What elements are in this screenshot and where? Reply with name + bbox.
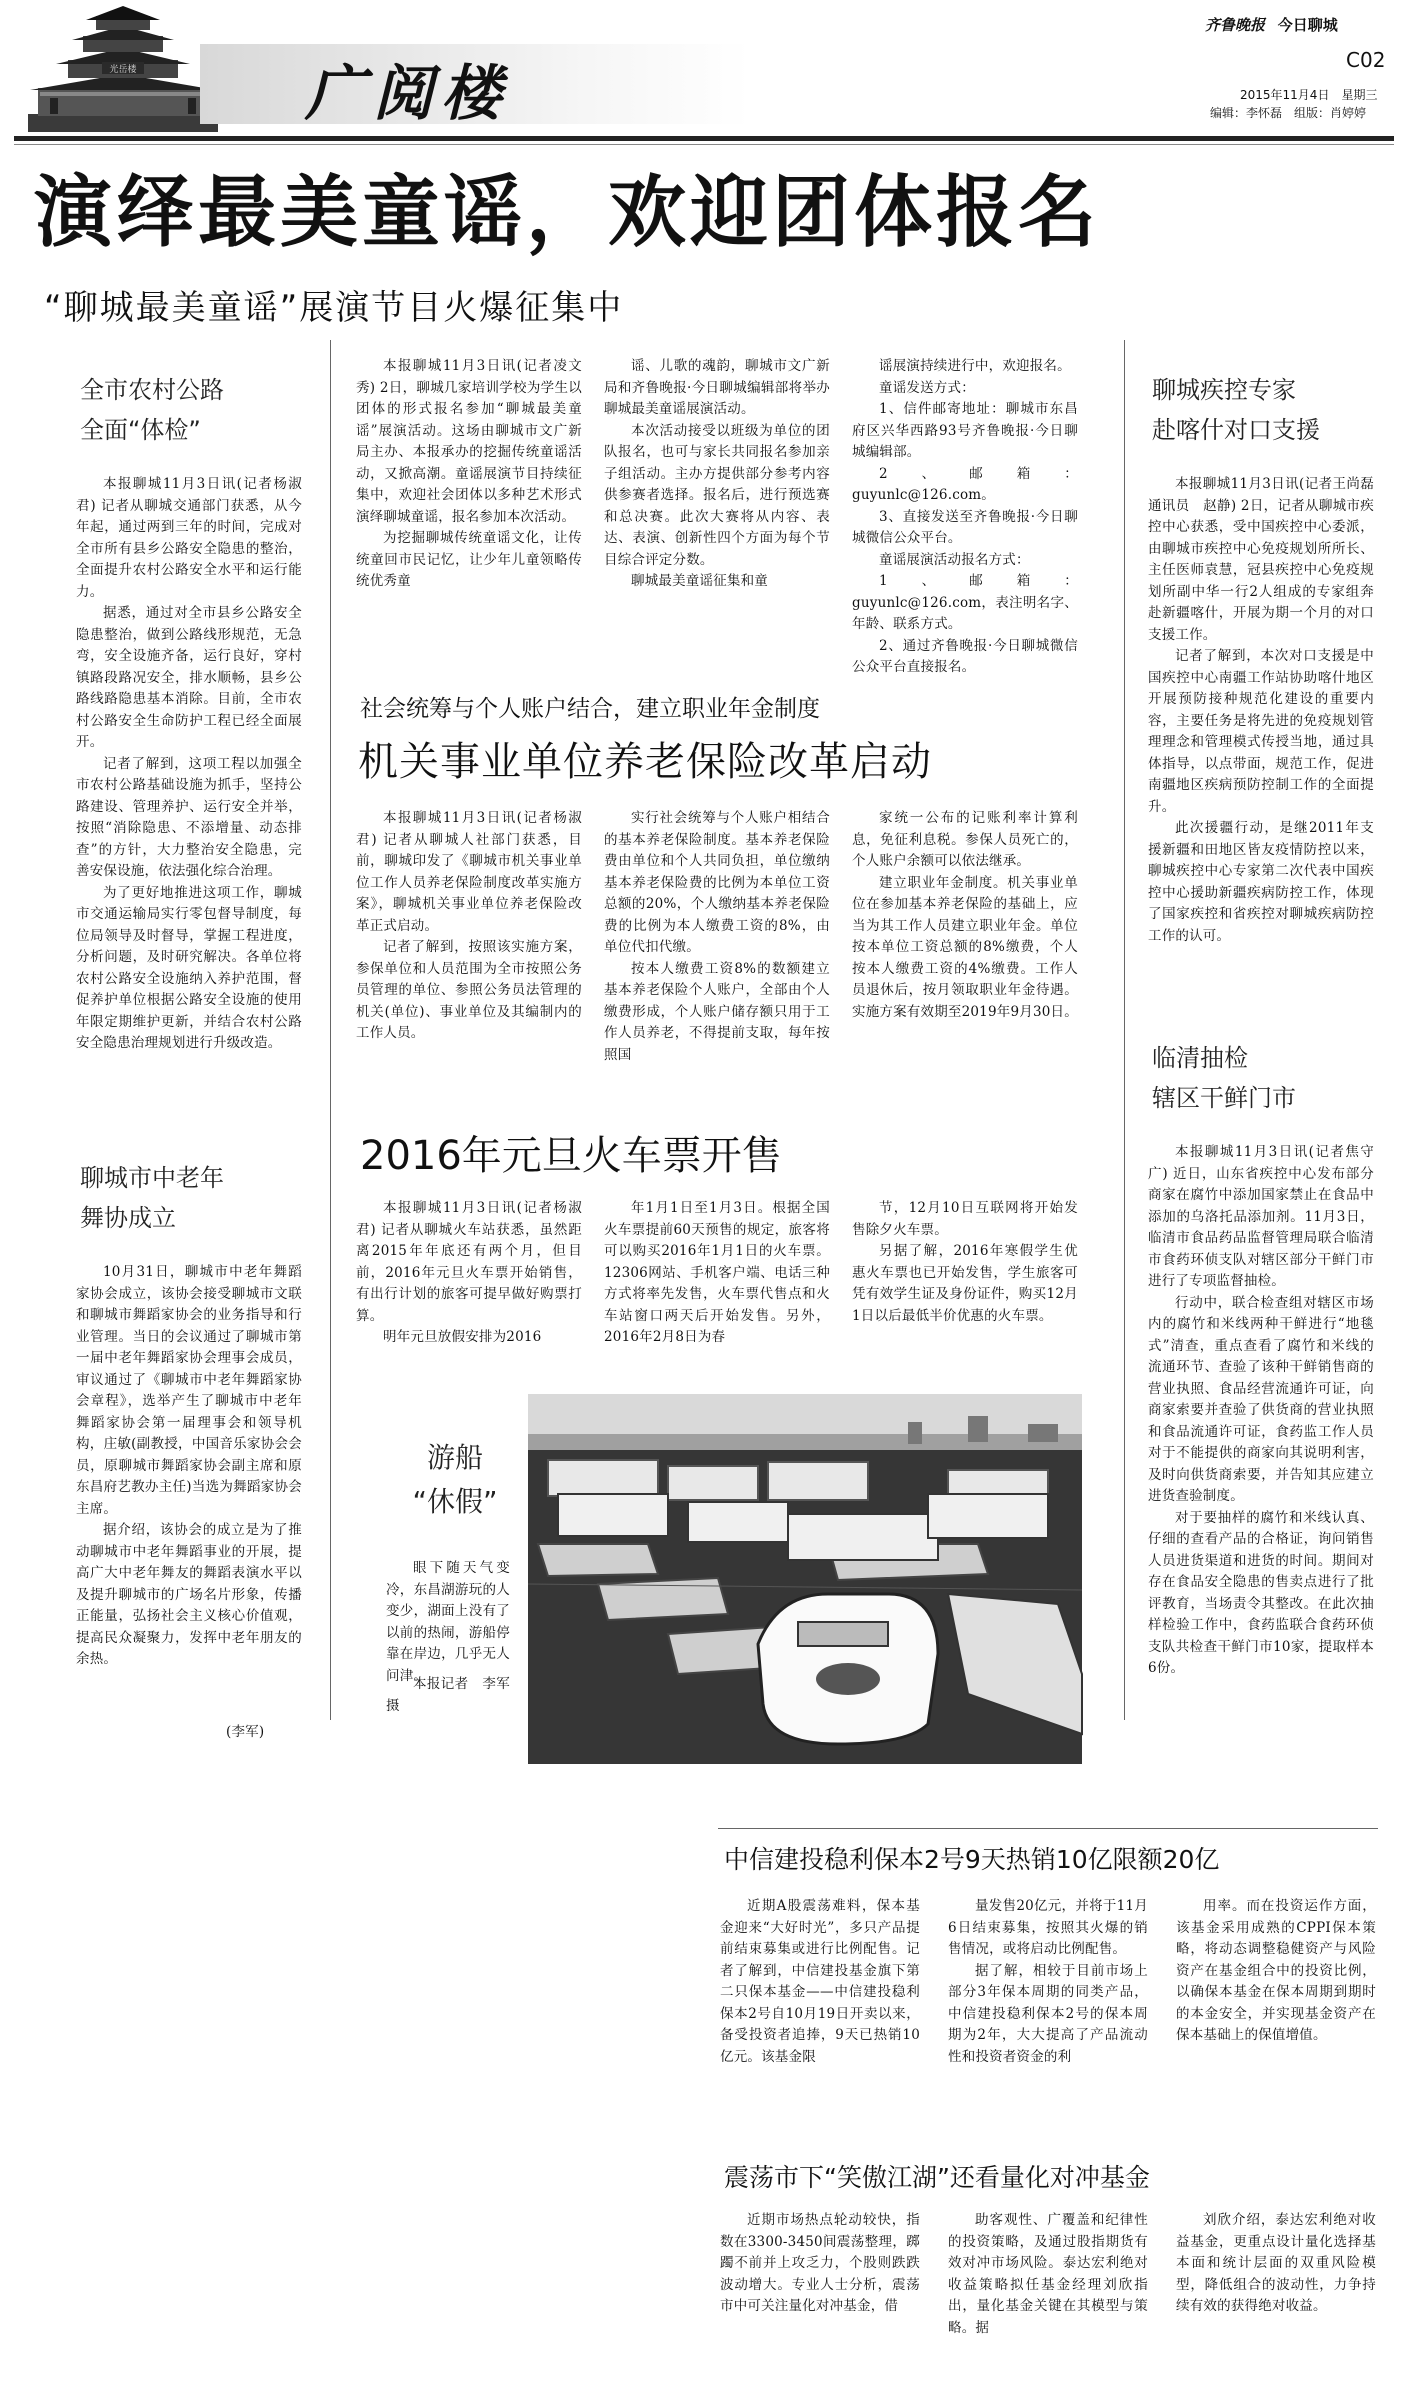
paragraph: 行动中，联合检查组对辖区市场内的腐竹和米线两种干鲜进行“地毯式”清查，重点查看了腐竹和米线的流通环节、查验了该种干鲜销售商的营业执照、食品经营流通许可证，向商家索要并查验了供货商的营业执照和食品流通许可证，食药监工作人员对于不能提供的商家向其说明利害，及时向供货商索要，并告知其应建立进货查验制度。: [1148, 1294, 1374, 1504]
paragraph: 聊城最美童谣征集和童: [631, 573, 768, 589]
rural-road-head2: 全面“体检”: [80, 416, 201, 444]
dance-assoc-body: [76, 1262, 302, 1717]
paragraph: 按本人缴费工资8%的数额建立基本养老保险个人账户，全部由个人缴费形成，个人账户储存额只用于工作人员养老，不得提前支取，每年按照国: [604, 960, 830, 1063]
edition-name: 今日聊城: [1277, 16, 1338, 34]
paper-name-text: 齐鲁晚报: [1205, 16, 1266, 34]
paragraph: 本报聊城11月3日讯(记者焦守广) 近日，山东省疾控中心发布部分商家在腐竹中添加国家禁止在食品中添加的乌洛托品添加剂。11月3日，临清市食品药品监督管理局联合临清市食药环侦支队对辖区部分干鲜门市进行了专项监督抽检。: [1148, 1144, 1374, 1289]
paragraph: 刘欣介绍，泰达宏利绝对收益基金，更重点设计量化选择基本面和统计层面的双重风险模型，降低组合的波动性，力争持续有效的获得绝对收益。: [1176, 2212, 1376, 2314]
boat-caption-text: [386, 1558, 510, 1687]
finance2-title: 震荡市下“笑傲江湖”还看量化对冲基金: [724, 2163, 1150, 2192]
paragraph: 年1月1日至1月3日。根据全国火车票提前60天预售的规定，旅客将可以购买2016年1月1日的火车票。12306网站、手机客户端、电话三种方式将率先发售，火车票代售点和火车站窗口两天后开始发售。另外，2016年2月8日为春: [604, 1200, 830, 1345]
finance2-col-1: [720, 2210, 920, 2370]
train-title: 2016年元旦火车票开售: [360, 1133, 782, 1179]
paragraph: 近期A股震荡难料，保本基金迎来“大好时光”，多只产品提前结束募集或进行比例配售。记者了解到，中信建投基金旗下第二只保本基金——中信建投稳利保本2号自10月19日开卖以来，备受投资者追捧，9天已热销10亿元。该基金限: [720, 1898, 920, 2065]
train-col-3: [852, 1198, 1078, 1370]
boats-photo: [528, 1394, 1082, 1764]
paragraph: 据介绍，该协会的成立是为了推动聊城市中老年舞蹈事业的开展，提高广大中老年舞友的舞蹈表演水平以及提升聊城市的广场名片形象，传播正能量，弘扬社会主义核心价值观，提高民众凝聚力，发挥中老年朋友的余热。: [76, 1522, 302, 1667]
editor-line: 编辑：李怀磊 组版：肖婷婷: [1210, 106, 1367, 120]
paragraph: 谣、儿歌的魂韵，聊城市文广新局和齐鲁晚报·今日聊城编辑部将举办聊城最美童谣展演活动。: [604, 358, 830, 417]
paragraph: 实行社会统筹与个人账户相结合的基本养老保险制度。基本养老保险费由单位和个人共同负担，单位缴纳基本养老保险费的比例为本单位工资总额的20%，个人缴纳基本养老保险费的比例为本人缴费工资的8%，由单位代扣代缴。: [604, 810, 830, 955]
paragraph: 10月31日，聊城市中老年舞蹈家协会成立，该协会接受聊城市文联和聊城市舞蹈家协会的业务指导和行业管理。当日的会议通过了聊城市第一届中老年舞蹈家协会理事会成员，审议通过了《聊城市中老年舞蹈家协会章程》，选举产生了聊城市中老年舞蹈家协会第一届理事会和领导机构，庄敏(副教授，中国音乐家协会会员，原聊城市舞蹈家协会副主席和原东昌府艺教办主任)当选为舞蹈家协会主席。: [76, 1264, 302, 1517]
paragraph: 据了解，相较于目前市场上部分3年保本周期的同类产品，中信建投稳利保本2号的保本周期为2年，大大提高了产品流动性和投资者资金的利: [948, 1962, 1148, 2065]
lead-col-3: [852, 356, 1078, 681]
dance-assoc-credit: (李军): [226, 1724, 265, 1740]
finance1-col-2-text: [948, 1896, 1148, 2068]
masthead: [0, 0, 1409, 140]
finance2-col-3: [1176, 2210, 1376, 2370]
masthead-rule-thin: [14, 144, 1394, 145]
left-column-rule: [330, 340, 331, 1720]
finance1-col-3-text: [1176, 1896, 1376, 2047]
right-column-rule: [1124, 340, 1125, 1720]
paragraph: 据悉，通过对全市县乡公路安全隐患整治，做到公路线形规范，无急弯，安全设施齐备，运行良好，穿村镇路段路况安全，排水顺畅，县乡公路线路隐患基本消除。目前，全市农村公路安全生命防护工程已经全面展开。: [76, 605, 302, 750]
page-number: C02: [1346, 48, 1386, 72]
masthead-rule: [14, 136, 1394, 141]
linqing-headline: [1152, 1038, 1296, 1118]
dance-assoc-text: [76, 1262, 302, 1671]
rural-road-headline: [80, 370, 224, 450]
train-col-1: [356, 1198, 582, 1370]
dance-assoc-headline: [80, 1158, 224, 1238]
rural-road-body: [76, 474, 302, 1164]
finance2-col-3-text: [1176, 2210, 1376, 2318]
paragraph: 用率。而在投资运作方面，该基金采用成熟的CPPI保本策略，将动态调整稳健资产与风险资产在基金组合中的投资比例，以确保本基金在保本周期到期时的本金安全，并实现基金资产在保本基础上的保值增值。: [1176, 1898, 1376, 2043]
pension-col-3: [852, 808, 1078, 1098]
lead-col-2-text: [604, 356, 830, 593]
rural-road-head1: 全市农村公路: [80, 376, 224, 404]
train-col-2: [604, 1198, 830, 1370]
pension-col-3-text: [852, 808, 1078, 1023]
train-col-3-text: [852, 1198, 1078, 1327]
plaque-text: 光岳楼: [109, 65, 137, 75]
finance1-col-1: [720, 1896, 920, 2150]
paragraph: 此次援疆行动，是继2011年支援新疆和田地区皆友疫情防控以来，聊城疾控中心专家第二次代表中国疾控中心援助新疆疾病防控工作，体现了国家疾控和省疾控对聊城疾病防控工作的认可。: [1148, 820, 1374, 944]
boat-head1: 游船: [426, 1441, 483, 1474]
lead-col-3-text: [852, 356, 1078, 679]
paragraph: 记者了解到，按照该实施方案，参保单位和人员范围为全市按照公务员管理的单位、参照公务员法管理的机关(单位)、事业单位及其编制内的工作人员。: [356, 939, 582, 1041]
lead-col-2: [604, 356, 830, 681]
pension-col-2: [604, 808, 830, 1098]
paragraph: 本报聊城11月3日讯(记者杨淑君) 记者从聊城人社部门获悉，目前，聊城印发了《聊城市机关事业单位工作人员养老保险制度改革实施方案》，聊城机关事业单位养老保险改革正式启动。: [356, 810, 582, 934]
cdc-headline: [1152, 370, 1320, 450]
linqing-head1: 临清抽检: [1152, 1044, 1248, 1072]
dance-assoc-head2: 舞协成立: [80, 1204, 176, 1232]
tower-logo: [28, 4, 218, 134]
paragraph: 谣展演持续进行中，欢迎报名。: [879, 358, 1071, 374]
paragraph: 本报聊城11月3日讯(记者凌文秀) 2日，聊城几家培训学校为学生以团体的形式报名参加“聊城最美童谣”展演活动。这场由聊城市文广新局主办、本报承办的挖掘传统童谣活动，又掀高潮。童谣展演节目持续征集中，欢迎社会团体以多种艺术形式演绎聊城童谣，报名参加本次活动。: [356, 358, 582, 525]
paragraph: 另据了解，2016年寒假学生优惠火车票也已开始发售，学生旅客可凭有效学生证及身份证件，购买12月1日以后最低半价优惠的火车票。: [852, 1243, 1078, 1324]
paragraph: 量发售20亿元，并将于11月6日结束募集，按照其火爆的销售情况，或将启动比例配售。: [948, 1898, 1148, 1957]
paragraph: 记者了解到，这项工程以加强全市农村公路基础设施为抓手，坚持公路建设、管理养护、运行安全并举，按照“消除隐患、不添增量、动态排查”的方针，大力整治安全隐患，完善安保设施，依法强化综合治理。: [76, 755, 302, 879]
finance2-col-2-text: [948, 2210, 1148, 2339]
train-col-1-text: [356, 1198, 582, 1349]
lead-title: 演绎最美童谣，欢迎团体报名: [34, 168, 1101, 258]
paragraph: 建立职业年金制度。机关事业单位在参加基本养老保险的基础上，应当为其工作人员建立职业年金。单位按本单位工资总额的8%缴费，个人按本人缴费工资的4%缴费。工作人员退休后，按月领取职业年金待遇。实施方案有效期至2019年9月30日。: [852, 874, 1078, 1020]
paragraph: 记者了解到，本次对口支援是中国疾控中心南疆工作站协助喀什地区开展预防接种规范化建设的重要内容，主要任务是将先进的免疫规划管理理念和管理模式传授当地，通过具体指导，以点带面，规范工作，促进南疆地区疾病预防控制工作的全面提升。: [1148, 648, 1374, 815]
paragraph: 2、通过齐鲁晚报·今日聊城微信公众平台直接报名。: [852, 637, 1078, 675]
boat-headline: [400, 1436, 510, 1524]
dance-assoc-head1: 聊城市中老年: [80, 1164, 224, 1192]
pension-title: 机关事业单位养老保险改革启动: [358, 739, 932, 785]
paragraph: 童谣展演活动报名方式：: [879, 551, 1030, 568]
paragraph: 本报聊城11月3日讯(记者杨淑君) 记者从聊城交通部门获悉，从今年起，通过两到三年的时间，完成对全市所有县乡公路安全隐患的整治，全面提升农村公路安全水平和运行能力。: [76, 476, 302, 600]
paragraph: 家统一公布的记账利率计算利息，免征利息税。参保人员死亡的，个人账户余额可以依法继承。: [852, 810, 1078, 869]
cdc-head2: 赴喀什对口支援: [1152, 416, 1320, 444]
pension-col-1: [356, 808, 582, 1098]
paragraph: 童谣发送方式：: [879, 379, 975, 396]
paragraph: 近期市场热点轮动较快，指数在3300-3450间震荡整理，踯躅不前并上攻乏力，个股则跌跌波动增大。专业人士分析，震荡市中可关注量化对冲基金，借: [720, 2212, 920, 2314]
paragraph: 本报聊城11月3日讯(记者王尚磊 通讯员 赵静) 2日，记者从聊城市疾控中心获悉，受中国疾控中心委派，由聊城市疾控中心免疫规划所所长、主任医师袁慧，冠县疾控中心免疫规划所副中华一行2人组成的专家组奔赴新疆喀什，开展为期一个月的对口支援工作。: [1148, 476, 1388, 643]
boat-credit: 本报记者 李军 摄: [386, 1676, 524, 1714]
lead-col-1-text: [356, 356, 582, 593]
linqing-text: [1148, 1142, 1374, 1680]
lead-subtitle: “聊城最美童谣”展演节目火爆征集中: [44, 288, 624, 328]
paragraph: 本报聊城11月3日讯(记者杨淑君) 记者从聊城火车站获悉，虽然距离2015年年底还有两个月，但目前，2016年元旦火车票开始销售，有出行计划的旅客可提早做好购票打算。: [356, 1200, 582, 1324]
finance1-col-1-text: [720, 1896, 920, 2068]
paragraph: 1、信件邮寄地址：聊城市东昌府区兴华西路93号齐鲁晚报·今日聊城编辑部。: [852, 401, 1078, 460]
finance-top-rule: [718, 1828, 1378, 1829]
paragraph: 1、邮箱：guyunlc@126.com，表注明名字、年龄、联系方式。: [852, 573, 1078, 632]
paragraph: 节，12月10日互联网将开始发售除夕火车票。: [852, 1200, 1078, 1238]
train-col-2-text: [604, 1198, 830, 1349]
cdc-head1: 聊城疾控专家: [1152, 376, 1296, 404]
paragraph: 对于要抽样的腐竹和米线认真、仔细的查看产品的合格证，询问销售人员进货渠道和进货的时间。期间对存在食品安全隐患的售卖点进行了批评教育，当场责令其整改。在此次抽样检验工作中，食药监联合食药环侦支队共检查干鲜门市10家，提取样本6份。: [1148, 1509, 1374, 1676]
paragraph: 明年元旦放假安排为2016: [383, 1329, 542, 1345]
paper-name: [1205, 14, 1338, 35]
pension-col-1-text: [356, 808, 582, 1045]
finance1-col-3: [1176, 1896, 1376, 2150]
pension-kicker: 社会统筹与个人账户结合，建立职业年金制度: [360, 696, 820, 722]
lead-col-1: [356, 356, 582, 681]
boat-head2: “休假”: [412, 1485, 498, 1518]
paragraph: 2、邮箱：guyunlc@126.com。: [852, 465, 1078, 503]
paragraph: 助客观性、广覆盖和纪律性的投资策略，及通过股指期货有效对冲市场风险。泰达宏利绝对收益策略拟任基金经理刘欣指出，量化基金关键在其模型与策略。据: [948, 2212, 1148, 2336]
finance1-col-2: [948, 1896, 1148, 2150]
paragraph: 为了更好地推进这项工作，聊城市交通运输局实行零包督导制度，每位局领导及时督导，掌握工程进度，分析问题，及时研究解决。各单位将农村公路安全设施纳入养护范围，督促养护单位根据公路安全设施的使用年限定期维护更新，并结合农村公路安全隐患治理规划进行升级改造。: [76, 884, 302, 1051]
linqing-body: [1148, 1142, 1374, 1772]
paragraph: 3、直接发送至齐鲁晚报·今日聊城微信公众平台。: [852, 508, 1078, 546]
finance2-col-2: [948, 2210, 1148, 2370]
section-title: 广阅楼: [305, 59, 509, 129]
finance1-title: 中信建投稳利保本2号9天热销10亿限额20亿: [724, 1845, 1220, 1874]
pension-col-2-text: [604, 808, 830, 1066]
rural-road-text: [76, 474, 302, 1055]
cdc-text: [1148, 474, 1388, 947]
paragraph: 眼下随天气变冷，东昌湖游玩的人变少，湖面上没有了以前的热闹，游船停靠在岸边，几乎无人问津。: [386, 1560, 510, 1684]
date-line: 2015年11月4日 星期三: [1240, 88, 1378, 102]
paragraph: 本次活动接受以班级为单位的团队报名，也可与家长共同报名参加亲子组活动。主办方提供部分参考内容供参赛者选择。报名后，进行预选赛和总决赛。此次大赛将从内容、表达、表演、创新性四个方面为每个节目综合评定分数。: [604, 422, 830, 568]
linqing-head2: 辖区干鲜门市: [1152, 1084, 1296, 1112]
paragraph: 为挖掘聊城传统童谣文化，让传统童回市民记忆，让少年儿童领略传统优秀童: [356, 530, 582, 589]
finance2-col-1-text: [720, 2210, 920, 2318]
cdc-body: [1148, 474, 1388, 1019]
